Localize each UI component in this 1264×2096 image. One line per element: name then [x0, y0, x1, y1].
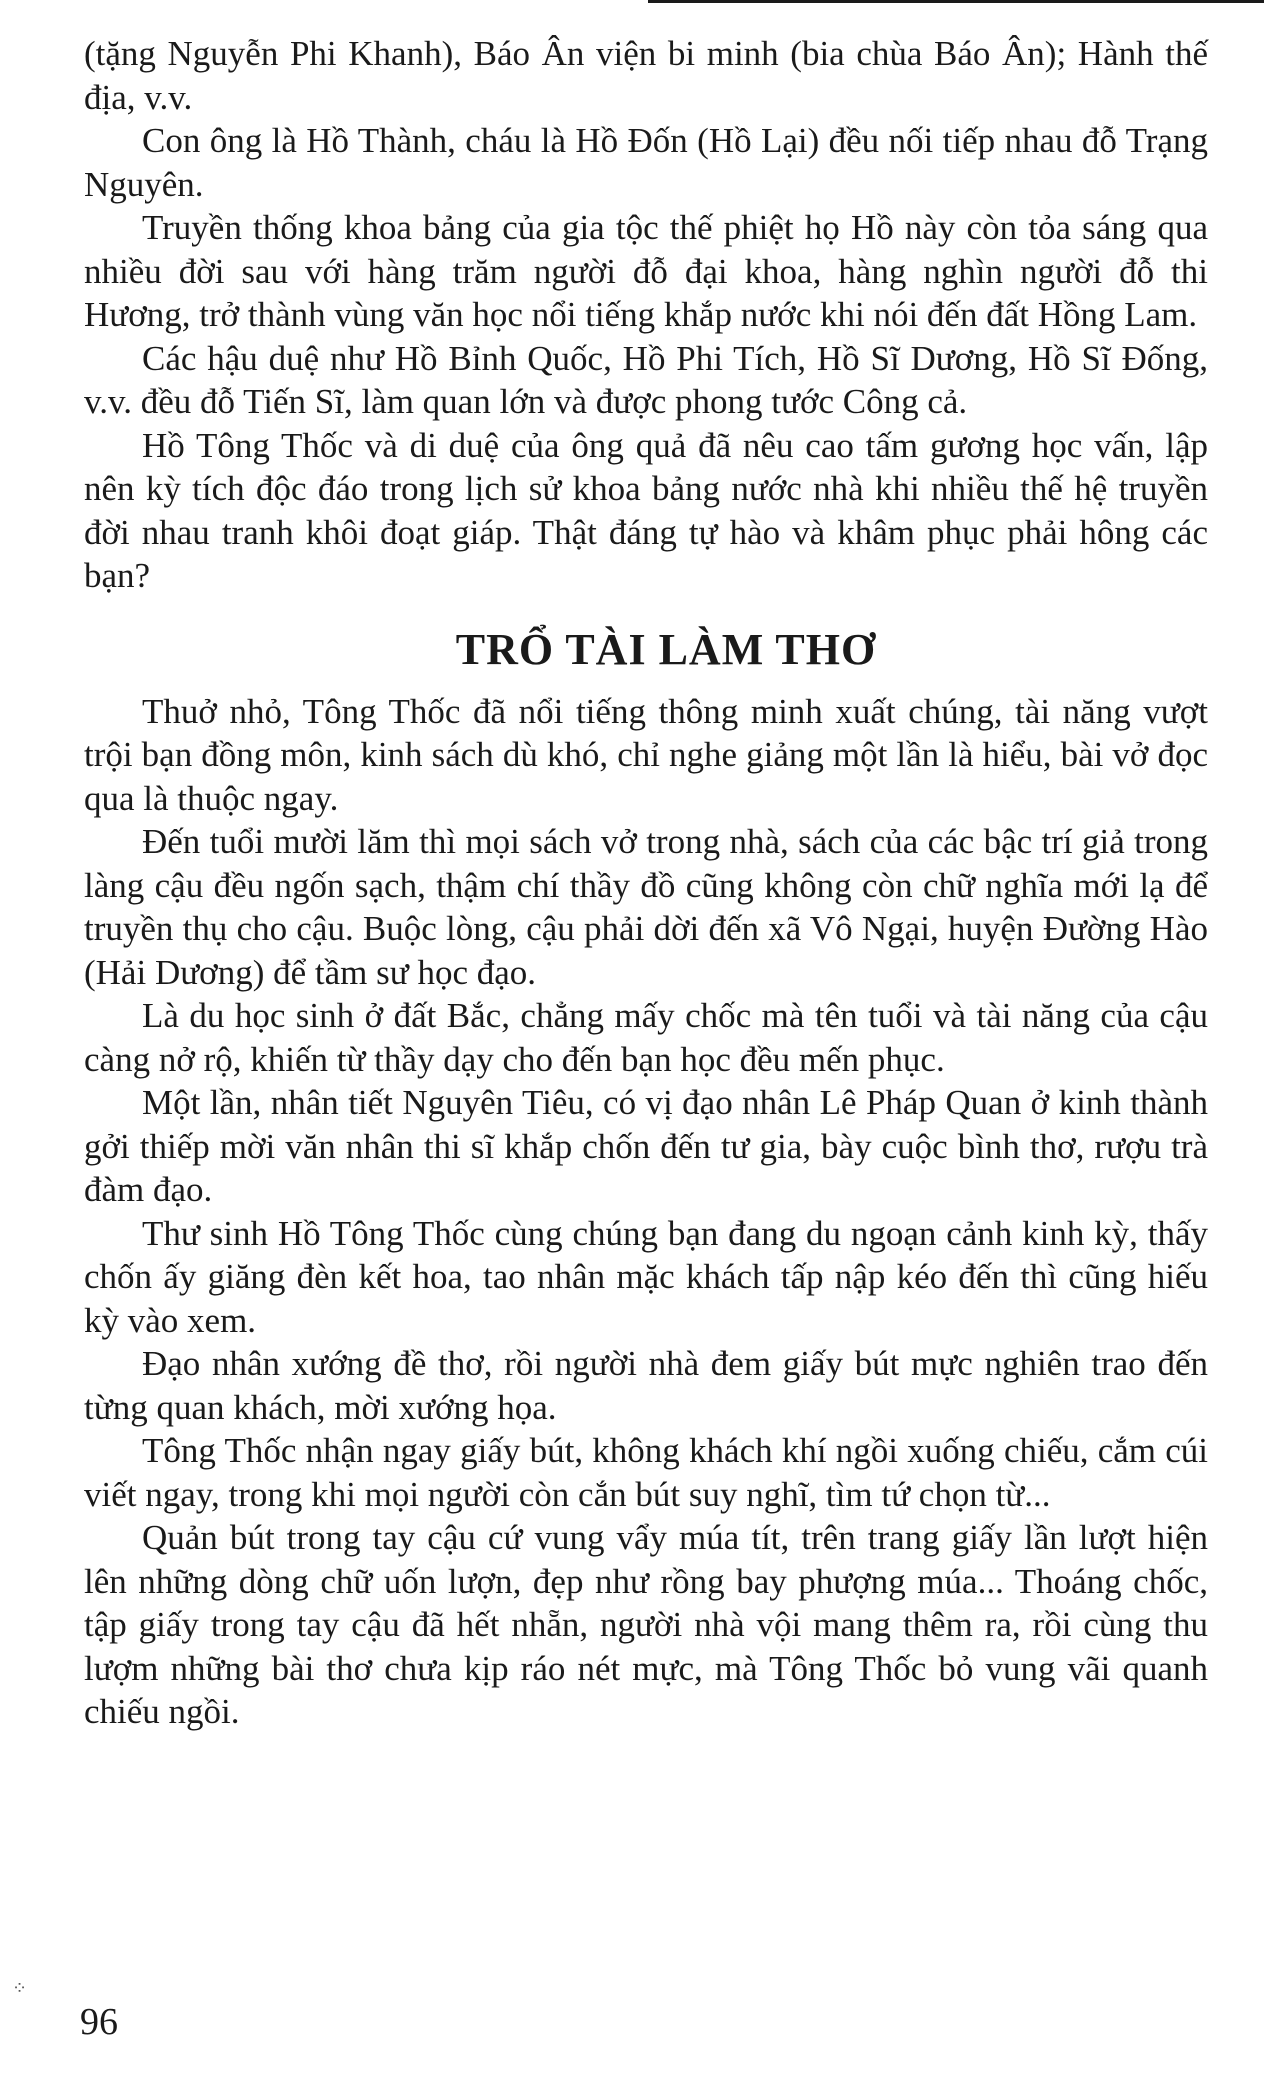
paragraph: Đến tuổi mười lăm thì mọi sách vở trong nhà, sách của các bậc trí giả trong làng cậu đều ngốn sạch, thậm chí thầy đồ cũng không còn chữ nghĩa mới lạ để truyền thụ cho cậu. Buộc lòng, cậu phải dời đến xã Vô Ngại, huyện Đường Hào (Hải Dương) để tầm sư học đạo. — [84, 822, 1208, 992]
paragraph: Truyền thống khoa bảng của gia tộc thế phiệt họ Hồ này còn tỏa sáng qua nhiều đời sau với hàng trăm người đỗ đại khoa, hàng nghìn người đỗ thi Hương, trở thành vùng văn học nổi tiếng khắp nước khi nói đến đất Hồng Lam. — [84, 208, 1208, 334]
paragraph: Đạo nhân xướng đề thơ, rồi người nhà đem giấy bút mực nghiên trao đến từng quan khách, mời xướng họa. — [84, 1344, 1208, 1427]
paragraph: Một lần, nhân tiết Nguyên Tiêu, có vị đạo nhân Lê Pháp Quan ở kinh thành gởi thiếp mời văn nhân thi sĩ khắp chốn đến tư gia, bày cuộc bình thơ, rượu trà đàm đạo. — [84, 1083, 1208, 1209]
text-block-bottom — [84, 690, 1208, 1734]
text-block-top — [84, 32, 1208, 598]
paragraph: Các hậu duệ như Hồ Bỉnh Quốc, Hồ Phi Tích, Hồ Sĩ Dương, Hồ Sĩ Đống, v.v. đều đỗ Tiến Sĩ, làm quan lớn và được phong tước Công cả. — [84, 338, 1208, 421]
page-body — [84, 32, 1208, 1734]
top-rule — [648, 0, 1264, 3]
paragraph: Hồ Tông Thốc và di duệ của ông quả đã nêu cao tấm gương học vấn, lập nên kỳ tích độc đáo trong lịch sử khoa bảng nước nhà khi nhiều thế hệ truyền đời nhau tranh khôi đoạt giáp. Thật đáng tự hào và khâm phục phải hông các bạn? — [84, 425, 1208, 595]
paragraph: Tông Thốc nhận ngay giấy bút, không khách khí ngồi xuống chiếu, cắm cúi viết ngay, trong khi mọi người còn cắn bút suy nghĩ, tìm tứ chọn từ... — [84, 1431, 1208, 1514]
section-title: TRỔ TÀI LÀM THƠ — [455, 624, 877, 674]
paragraph: Thuở nhỏ, Tông Thốc đã nổi tiếng thông minh xuất chúng, tài năng vượt trội bạn đồng môn, kinh sách dù khó, chỉ nghe giảng một lần là hiểu, bài vở đọc qua là thuộc ngay. — [84, 691, 1208, 818]
paragraph: Là du học sinh ở đất Bắc, chẳng mấy chốc mà tên tuổi và tài năng của cậu càng nở rộ, khiến từ thầy dạy cho đến bạn học đều mến phục. — [84, 996, 1208, 1079]
scan-speck: ⁘ — [12, 1978, 28, 1998]
page-number: 96 — [80, 2001, 118, 2043]
paragraph: (tặng Nguyễn Phi Khanh), Báo Ân viện bi minh (bia chùa Báo Ân); Hành thế địa, v.v. — [84, 34, 1208, 117]
paragraph: Con ông là Hồ Thành, cháu là Hồ Đốn (Hồ Lại) đều nối tiếp nhau đỗ Trạng Nguyên. — [84, 121, 1208, 204]
paragraph: Thư sinh Hồ Tông Thốc cùng chúng bạn đang du ngoạn cảnh kinh kỳ, thấy chốn ấy giăng đèn kết hoa, tao nhân mặc khách tấp nập kéo đến thì cũng hiếu kỳ vào xem. — [84, 1213, 1208, 1340]
paragraph: Quản bút trong tay cậu cứ vung vẩy múa tít, trên trang giấy lần lượt hiện lên những dòng chữ uốn lượn, đẹp như rồng bay phượng múa... Thoáng chốc, tập giấy trong tay cậu đã hết nhẵn, người nhà vội mang thêm ra, rồi cùng thu lượm những bài thơ chưa kịp ráo nét mực, mà Tông Thốc bỏ vung vãi quanh chiếu ngồi. — [84, 1518, 1208, 1731]
